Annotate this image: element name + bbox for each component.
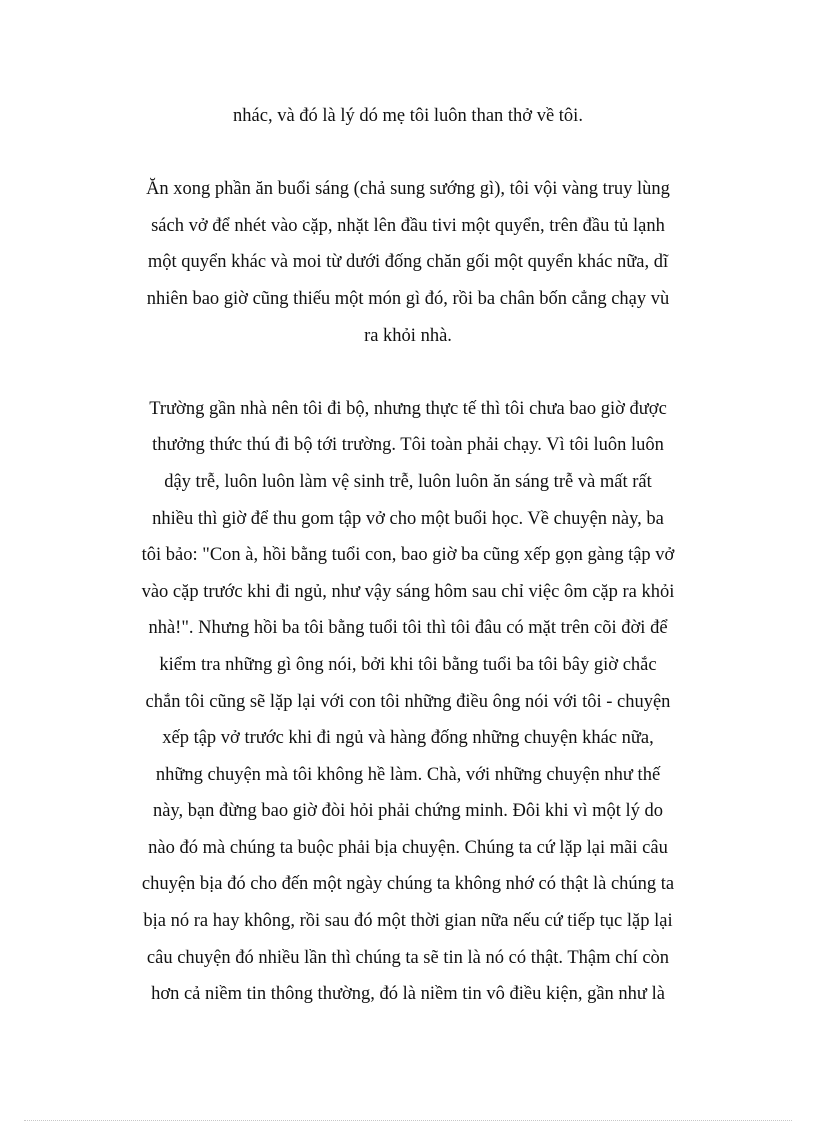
paragraph <box>110 98 706 135</box>
text-line: nào đó mà chúng ta buộc phải bịa chuyện. Chúng ta cứ lặp lại mãi câu <box>148 837 668 858</box>
paragraph <box>110 171 706 354</box>
text-line: nhà!". Nhưng hồi ba tôi bằng tuổi tôi thì tôi đâu có mặt trên cõi đời để <box>148 618 668 639</box>
text-line: nhiên bao giờ cũng thiếu một món gì đó, rồi ba chân bốn cẳng chạy vù <box>146 288 670 309</box>
text-line: Ăn xong phần ăn buổi sáng (chả sung sướng gì), tôi vội vàng truy lùng <box>146 179 670 200</box>
text-line: dậy trễ, luôn luôn làm vệ sinh trễ, luôn luôn ăn sáng trễ và mất rất <box>164 471 652 492</box>
text-line: câu chuyện đó nhiều lần thì chúng ta sẽ tin là nó có thật. Thậm chí còn <box>146 947 670 968</box>
body-text <box>110 98 706 1013</box>
text-line: hơn cả niềm tin thông thường, đó là niềm tin vô điều kiện, gần như là <box>151 984 665 1005</box>
text-line: chuyện bịa đó cho đến một ngày chúng ta không nhớ có thật là chúng ta <box>141 874 675 895</box>
page-bottom-divider <box>24 1120 792 1121</box>
text-line: ra khỏi nhà. <box>364 325 452 346</box>
text-line: sách vở để nhét vào cặp, nhặt lên đầu tivi một quyển, trên đầu tủ lạnh <box>151 215 665 236</box>
paragraph <box>110 391 706 1013</box>
text-line: bịa nó ra hay không, rồi sau đó một thời gian nữa nếu cứ tiếp tục lặp lại <box>143 911 673 932</box>
text-line: xếp tập vở trước khi đi ngủ và hàng đống những chuyện khác nữa, <box>162 728 654 749</box>
text-line: thưởng thức thú đi bộ tới trường. Tôi toàn phải chạy. Vì tôi luôn luôn <box>152 435 664 456</box>
paragraph-gap <box>110 354 706 391</box>
text-line: tôi bảo: "Con à, hồi bằng tuổi con, bao giờ ba cũng xếp gọn gàng tập vở <box>141 545 675 566</box>
text-line: kiểm tra những gì ông nói, bởi khi tôi bằng tuổi ba tôi bây giờ chắc <box>159 654 657 675</box>
text-line: nhiều thì giờ để thu gom tập vở cho một buổi học. Về chuyện này, ba <box>152 508 664 529</box>
paragraph-gap <box>110 135 706 172</box>
text-line: Trường gần nhà nên tôi đi bộ, nhưng thực tế thì tôi chưa bao giờ được <box>149 398 667 419</box>
text-line: một quyển khác và moi từ dưới đống chăn gối một quyển khác nữa, dĩ <box>147 252 669 273</box>
text-line: nhác, và đó là lý dó mẹ tôi luôn than thở về tôi. <box>233 106 583 126</box>
text-line: này, bạn đừng bao giờ đòi hỏi phải chứng minh. Đôi khi vì một lý do <box>152 801 664 822</box>
text-line: chắn tôi cũng sẽ lặp lại với con tôi những điều ông nói với tôi - chuyện <box>145 691 671 712</box>
text-line: những chuyện mà tôi không hề làm. Chà, với những chuyện như thế <box>155 764 661 785</box>
text-line: vào cặp trước khi đi ngủ, như vậy sáng hôm sau chỉ việc ôm cặp ra khỏi <box>141 581 675 602</box>
